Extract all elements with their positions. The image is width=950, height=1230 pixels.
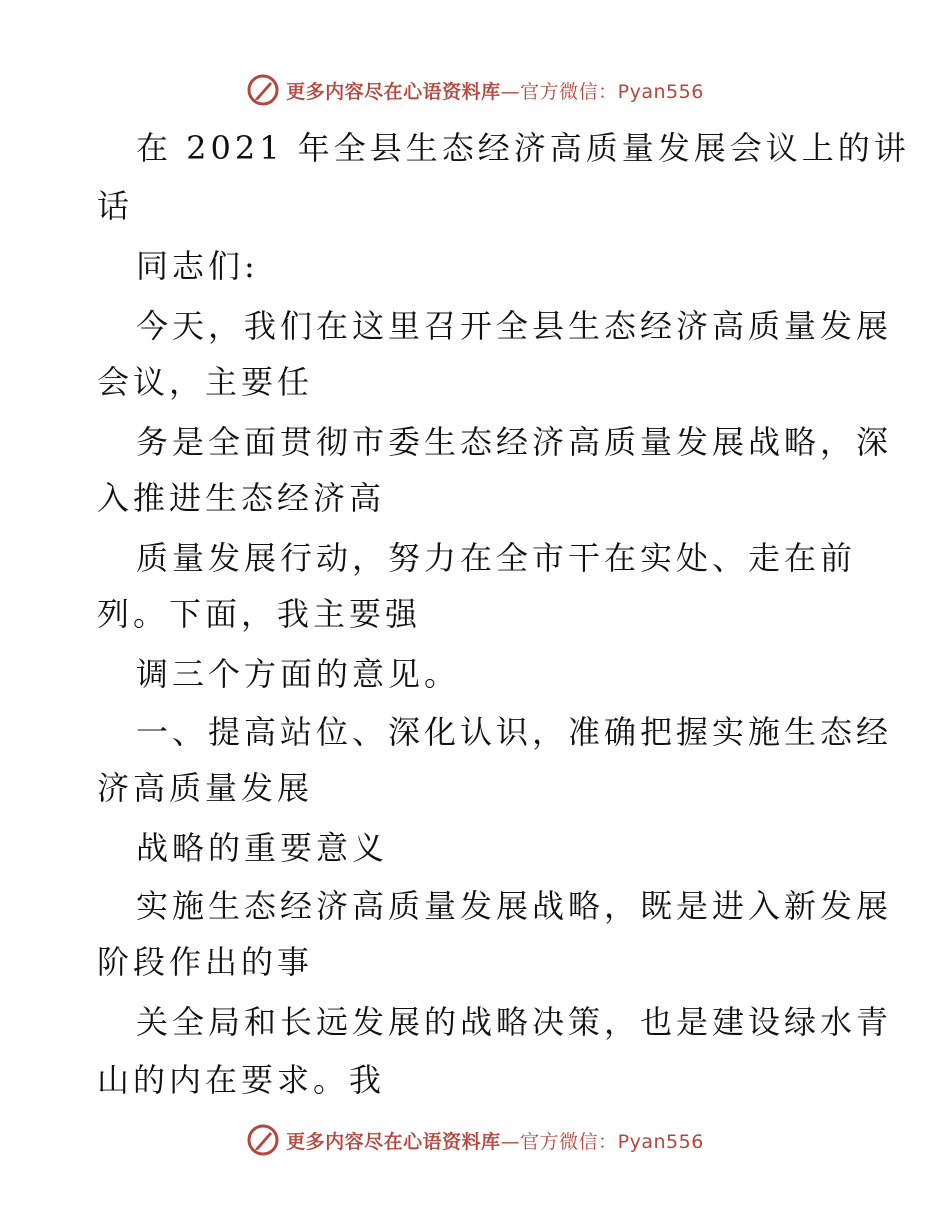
watermark-dash: — <box>500 80 521 103</box>
section-heading-line: 一、提高站位、深化认识，准确把握实施生态经 <box>136 713 893 751</box>
title-line-1: 在 2021 年全县生态经济高质量发展会议上的讲 <box>136 129 910 167</box>
paragraph-line: 列。下面，我主要强 <box>97 595 422 633</box>
section-heading-line: 战略的重要意义 <box>136 829 389 867</box>
header-watermark <box>0 70 950 110</box>
watermark-main-text: 更多内容尽在心语资料库 <box>286 80 501 103</box>
paragraph-line: 关全局和长远发展的战略决策，也是建设绿水青 <box>136 1003 893 1041</box>
footer-watermark <box>0 1120 950 1160</box>
paragraph-line: 质量发展行动，努力在全市干在实处、走在前 <box>136 539 857 577</box>
paragraph-line: 实施生态经济高质量发展战略，既是进入新发展 <box>136 887 893 925</box>
section-heading-line: 济高质量发展 <box>97 769 314 807</box>
quill-logo-icon <box>246 73 280 107</box>
watermark-dash: — <box>500 1130 521 1153</box>
paragraph-line: 今天，我们在这里召开全县生态经济高质量发展 <box>136 307 893 345</box>
paragraph-line: 务是全面贯彻市委生态经济高质量发展战略，深 <box>136 423 893 461</box>
paragraph-line: 山的内在要求。我 <box>97 1061 386 1099</box>
watermark-contact-text: 官方微信：Pyan556 <box>520 1130 704 1153</box>
watermark-contact-text: 官方微信：Pyan556 <box>520 80 704 103</box>
paragraph-line: 入推进生态经济高 <box>97 479 386 517</box>
paragraph-line: 会议，主要任 <box>97 363 314 401</box>
title-line-2: 话 <box>97 187 134 225</box>
paragraph-line: 阶段作出的事 <box>97 943 314 981</box>
watermark-main-text: 更多内容尽在心语资料库 <box>286 1130 501 1153</box>
salutation: 同志们: <box>136 247 259 285</box>
paragraph-line: 调三个方面的意见。 <box>136 655 461 693</box>
quill-logo-icon <box>246 1123 280 1157</box>
